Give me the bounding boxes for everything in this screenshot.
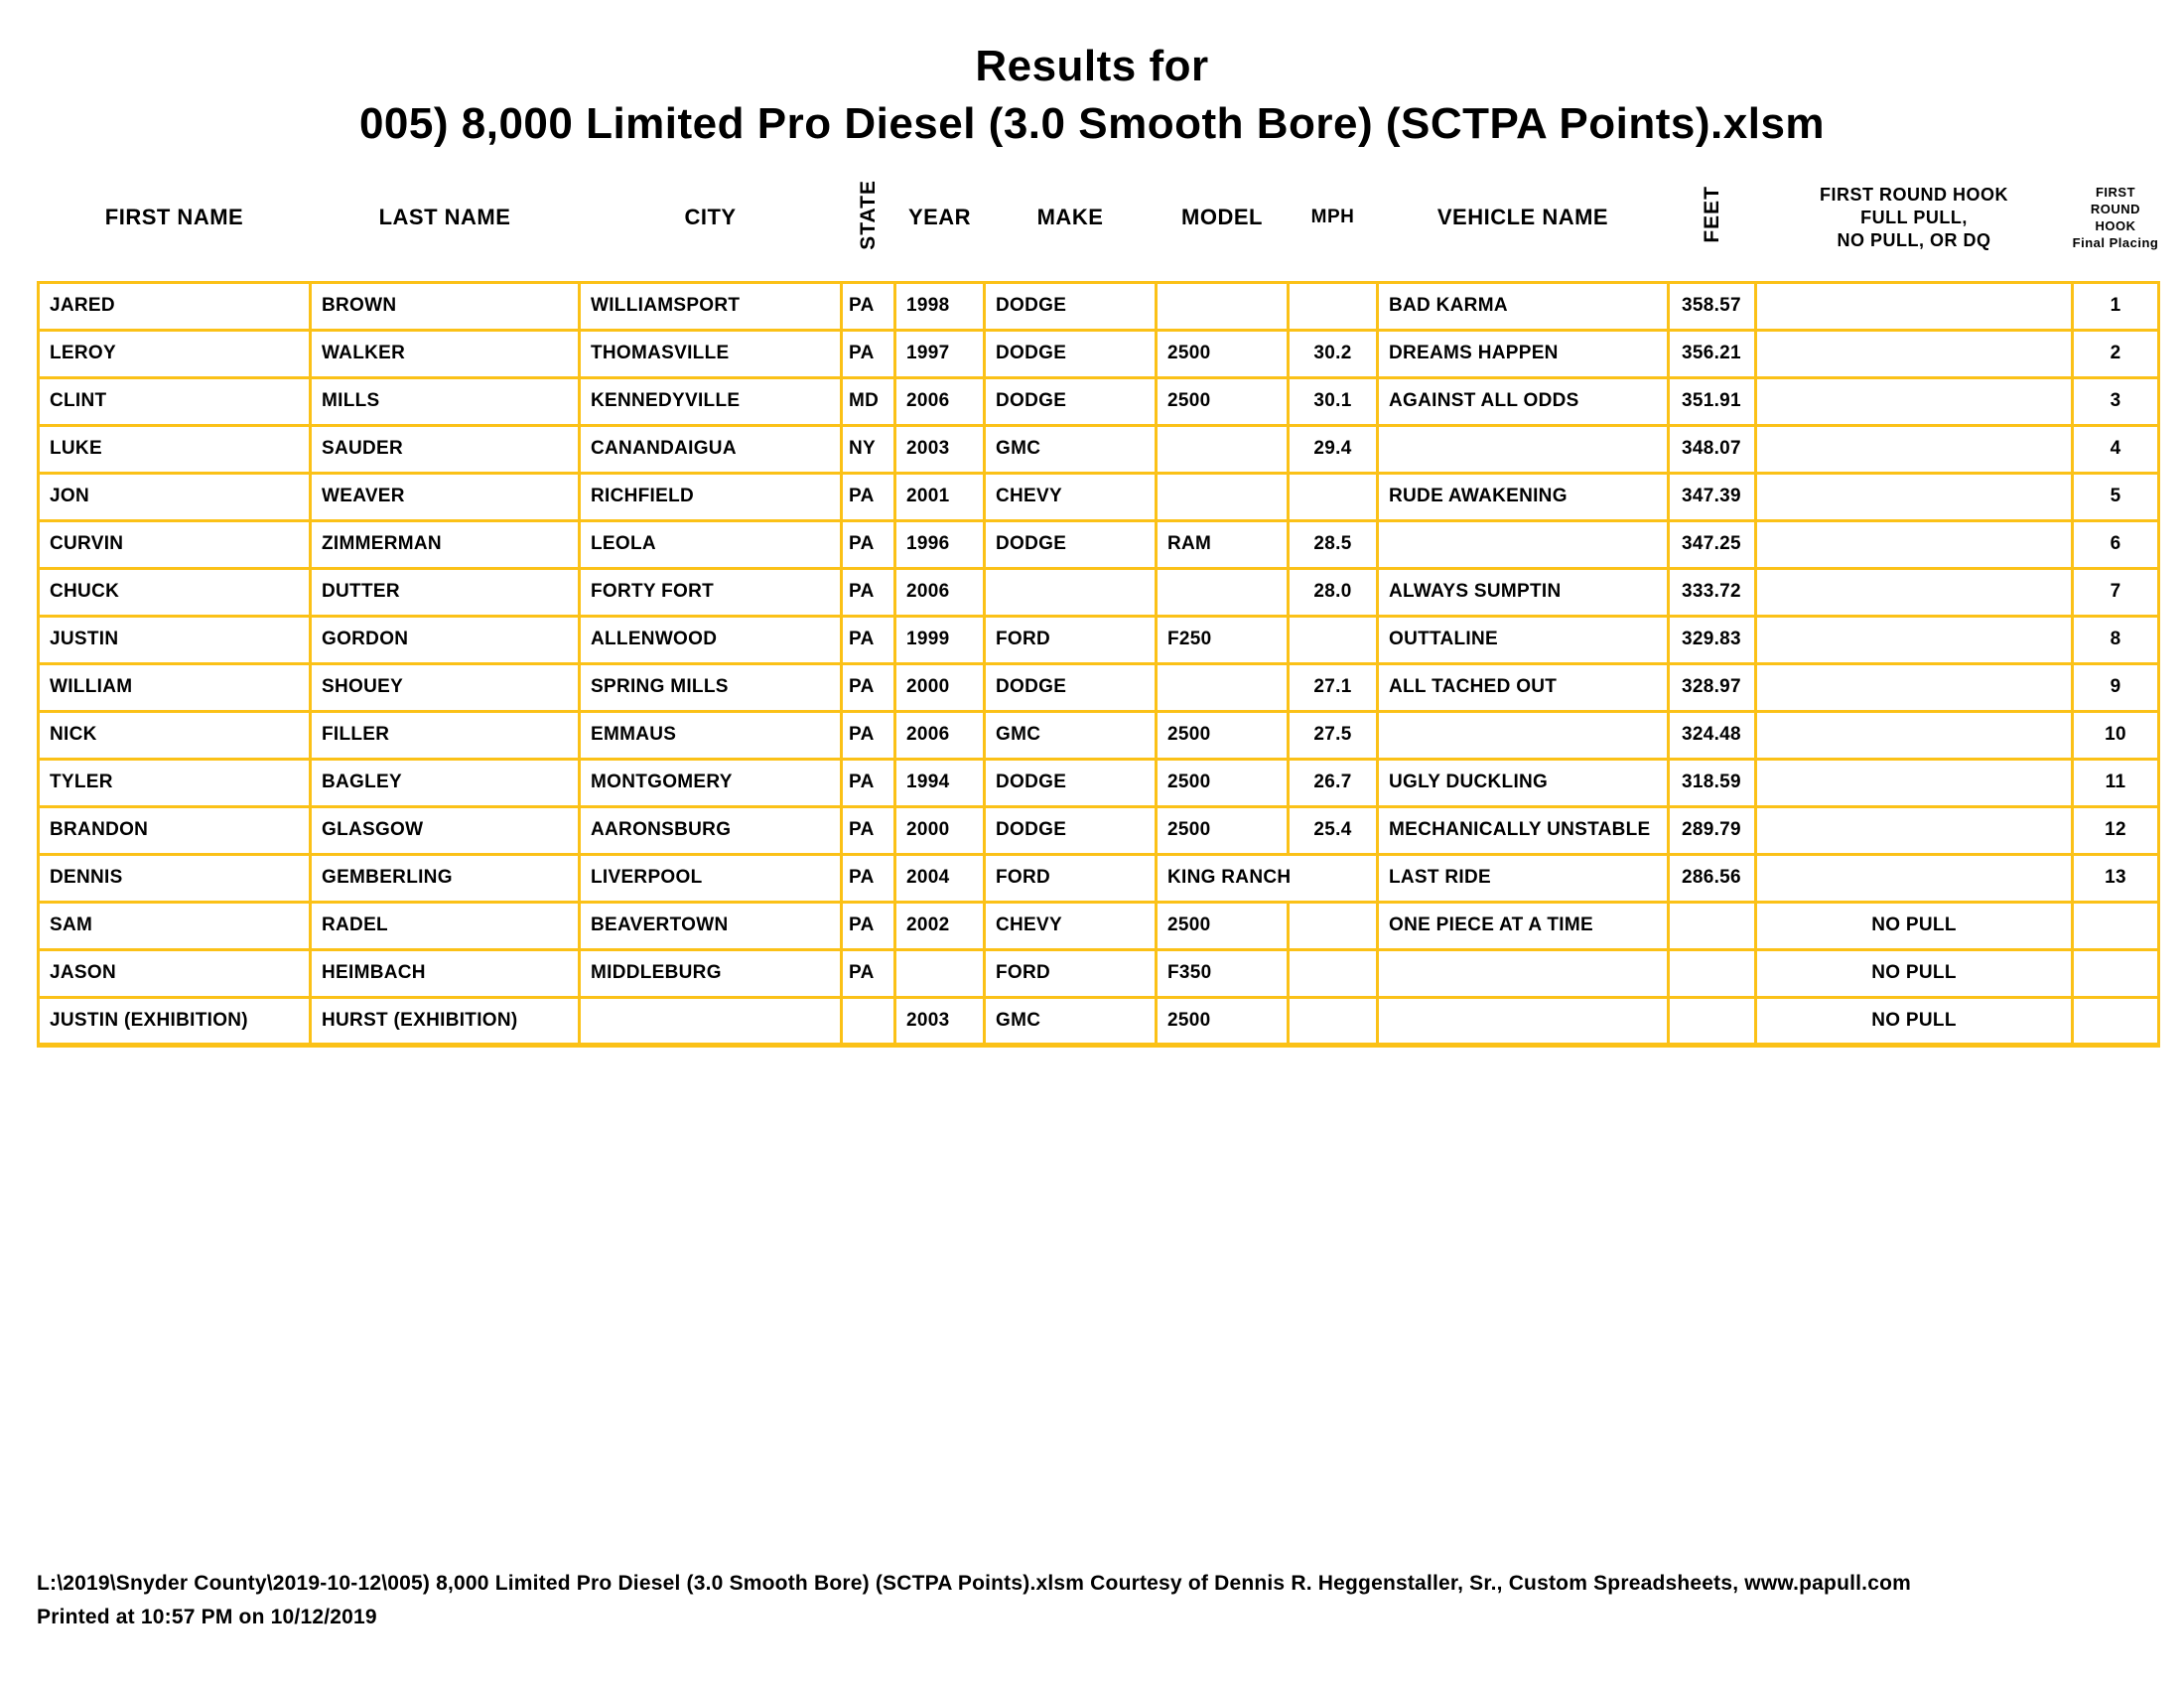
header-city: CITY <box>684 205 737 230</box>
cell-feet: 348.07 <box>1669 425 1756 473</box>
cell-vehicle-name <box>1378 520 1669 568</box>
cell-state <box>842 997 895 1045</box>
cell-city: SPRING MILLS <box>580 663 842 711</box>
cell-feet: 351.91 <box>1669 377 1756 425</box>
cell-city: KENNEDYVILLE <box>580 377 842 425</box>
cell-hook <box>1756 330 2073 377</box>
cell-last-name: GORDON <box>311 616 580 663</box>
cell-feet <box>1669 949 1756 997</box>
cell-last-name: ZIMMERMAN <box>311 520 580 568</box>
cell-year: 2000 <box>895 663 985 711</box>
cell-model: 2500 <box>1157 330 1289 377</box>
cell-last-name: SHOUEY <box>311 663 580 711</box>
cell-feet: 347.25 <box>1669 520 1756 568</box>
cell-year: 1994 <box>895 759 985 806</box>
cell-feet: 318.59 <box>1669 759 1756 806</box>
table-row <box>39 759 2159 806</box>
cell-mph: 27.1 <box>1289 663 1378 711</box>
cell-placing: 12 <box>2073 806 2159 854</box>
cell-model: 2500 <box>1157 759 1289 806</box>
cell-last-name: GEMBERLING <box>311 854 580 902</box>
cell-feet: 358.57 <box>1669 282 1756 330</box>
cell-state: PA <box>842 473 895 520</box>
cell-model <box>1157 425 1289 473</box>
cell-last-name: WALKER <box>311 330 580 377</box>
cell-model <box>1157 282 1289 330</box>
hook-header-line2: FULL PULL, <box>1860 207 1968 227</box>
cell-hook <box>1756 616 2073 663</box>
placing-header-line3: Final Placing <box>2072 235 2159 251</box>
table-row <box>39 616 2159 663</box>
cell-feet: 329.83 <box>1669 616 1756 663</box>
cell-model: 2500 <box>1157 377 1289 425</box>
cell-year: 2006 <box>895 711 985 759</box>
cell-make: CHEVY <box>985 902 1157 949</box>
cell-model: KING RANCH <box>1157 854 1378 902</box>
cell-feet: 324.48 <box>1669 711 1756 759</box>
title-line1: Results for <box>975 42 1209 90</box>
cell-make: DODGE <box>985 330 1157 377</box>
cell-mph <box>1289 949 1378 997</box>
cell-first-name: SAM <box>39 902 311 949</box>
table-row <box>39 806 2159 854</box>
cell-hook: NO PULL <box>1756 902 2073 949</box>
cell-hook <box>1756 520 2073 568</box>
cell-make: FORD <box>985 616 1157 663</box>
cell-last-name: FILLER <box>311 711 580 759</box>
cell-mph: 25.4 <box>1289 806 1378 854</box>
cell-first-name: JARED <box>39 282 311 330</box>
title-line2: 005) 8,000 Limited Pro Diesel (3.0 Smooth Bore) (SCTPA Points).xlsm <box>358 99 1826 148</box>
cell-placing: 11 <box>2073 759 2159 806</box>
cell-placing: 3 <box>2073 377 2159 425</box>
cell-make: CHEVY <box>985 473 1157 520</box>
footer-path-line: L:\2019\Snyder County\2019-10-12\005) 8,000 Limited Pro Diesel (3.0 Smooth Bore) (SCTPA Points).xlsm Courtesy of Dennis R. Heggenstaller, Sr., Custom Spreadsheets, www.papull.com <box>37 1572 1911 1595</box>
cell-hook <box>1756 282 2073 330</box>
cell-year: 2003 <box>895 425 985 473</box>
header-final-placing-lines <box>2073 184 2159 251</box>
header-feet-rotated-label: FEET <box>1701 186 1723 244</box>
results-table-body <box>39 282 2159 1045</box>
header-feet <box>1669 155 1756 282</box>
cell-placing: 13 <box>2073 854 2159 902</box>
cell-make <box>985 568 1157 616</box>
hook-header-line3: NO PULL, OR DQ <box>1837 229 1991 250</box>
cell-mph: 27.5 <box>1289 711 1378 759</box>
cell-state: PA <box>842 854 895 902</box>
cell-city: LIVERPOOL <box>580 854 842 902</box>
cell-make: FORD <box>985 854 1157 902</box>
cell-mph <box>1289 473 1378 520</box>
cell-mph <box>1289 902 1378 949</box>
cell-first-name: DENNIS <box>39 854 311 902</box>
cell-year: 2000 <box>895 806 985 854</box>
page-title <box>0 0 2184 149</box>
table-row <box>39 473 2159 520</box>
cell-city: MIDDLEBURG <box>580 949 842 997</box>
cell-city: ALLENWOOD <box>580 616 842 663</box>
cell-city: EMMAUS <box>580 711 842 759</box>
cell-city: CANANDAIGUA <box>580 425 842 473</box>
cell-state: PA <box>842 902 895 949</box>
cell-placing: 6 <box>2073 520 2159 568</box>
table-row <box>39 377 2159 425</box>
cell-last-name: GLASGOW <box>311 806 580 854</box>
table-row <box>39 568 2159 616</box>
results-table <box>37 155 2160 1048</box>
cell-vehicle-name <box>1378 425 1669 473</box>
cell-city: LEOLA <box>580 520 842 568</box>
placing-header-line1: FIRST ROUND <box>2090 185 2141 217</box>
cell-model: 2500 <box>1157 711 1289 759</box>
cell-model: F250 <box>1157 616 1289 663</box>
table-row <box>39 902 2159 949</box>
cell-first-name: LEROY <box>39 330 311 377</box>
cell-placing: 5 <box>2073 473 2159 520</box>
cell-placing: 4 <box>2073 425 2159 473</box>
cell-hook <box>1756 425 2073 473</box>
cell-city: MONTGOMERY <box>580 759 842 806</box>
table-row <box>39 663 2159 711</box>
cell-city: RICHFIELD <box>580 473 842 520</box>
cell-mph: 26.7 <box>1289 759 1378 806</box>
table-row <box>39 997 2159 1045</box>
cell-first-name: BRANDON <box>39 806 311 854</box>
cell-first-name: TYLER <box>39 759 311 806</box>
cell-hook <box>1756 568 2073 616</box>
table-row <box>39 425 2159 473</box>
cell-feet: 289.79 <box>1669 806 1756 854</box>
cell-mph <box>1289 282 1378 330</box>
cell-vehicle-name: ONE PIECE AT A TIME <box>1378 902 1669 949</box>
cell-placing: 7 <box>2073 568 2159 616</box>
cell-vehicle-name: LAST RIDE <box>1378 854 1669 902</box>
cell-placing <box>2073 997 2159 1045</box>
cell-placing: 2 <box>2073 330 2159 377</box>
cell-year <box>895 949 985 997</box>
header-row <box>39 155 2159 282</box>
cell-hook <box>1756 711 2073 759</box>
page-footer <box>37 1567 1911 1634</box>
cell-vehicle-name: AGAINST ALL ODDS <box>1378 377 1669 425</box>
cell-model: 2500 <box>1157 997 1289 1045</box>
cell-feet <box>1669 902 1756 949</box>
cell-year: 2006 <box>895 568 985 616</box>
cell-year: 1999 <box>895 616 985 663</box>
cell-feet: 356.21 <box>1669 330 1756 377</box>
cell-hook: NO PULL <box>1756 949 2073 997</box>
table-row <box>39 854 2159 902</box>
header-mph: MPH <box>1310 207 1355 228</box>
header-last-name: LAST NAME <box>378 205 511 230</box>
cell-vehicle-name: BAD KARMA <box>1378 282 1669 330</box>
cell-vehicle-name <box>1378 949 1669 997</box>
cell-make: DODGE <box>985 377 1157 425</box>
cell-mph <box>1289 616 1378 663</box>
cell-mph: 28.5 <box>1289 520 1378 568</box>
cell-vehicle-name <box>1378 997 1669 1045</box>
cell-state: PA <box>842 806 895 854</box>
cell-model <box>1157 473 1289 520</box>
cell-placing: 8 <box>2073 616 2159 663</box>
cell-last-name: DUTTER <box>311 568 580 616</box>
cell-vehicle-name: UGLY DUCKLING <box>1378 759 1669 806</box>
header-year: YEAR <box>907 205 972 230</box>
table-row <box>39 949 2159 997</box>
cell-model: RAM <box>1157 520 1289 568</box>
cell-last-name: HURST (EXHIBITION) <box>311 997 580 1045</box>
footer-printed-line: Printed at 10:57 PM on 10/12/2019 <box>37 1606 377 1628</box>
cell-state: NY <box>842 425 895 473</box>
cell-mph: 29.4 <box>1289 425 1378 473</box>
cell-first-name: CLINT <box>39 377 311 425</box>
cell-city: WILLIAMSPORT <box>580 282 842 330</box>
header-state <box>842 155 895 282</box>
cell-mph: 28.0 <box>1289 568 1378 616</box>
header-model: MODEL <box>1181 205 1263 230</box>
cell-mph: 30.2 <box>1289 330 1378 377</box>
cell-hook <box>1756 759 2073 806</box>
cell-make: DODGE <box>985 520 1157 568</box>
cell-placing: 10 <box>2073 711 2159 759</box>
header-vehicle-name: VEHICLE NAME <box>1436 205 1609 230</box>
cell-year: 2006 <box>895 377 985 425</box>
cell-hook <box>1756 663 2073 711</box>
cell-model: 2500 <box>1157 806 1289 854</box>
cell-year: 1996 <box>895 520 985 568</box>
cell-year: 2002 <box>895 902 985 949</box>
cell-first-name: JASON <box>39 949 311 997</box>
cell-first-name: JUSTIN (EXHIBITION) <box>39 997 311 1045</box>
cell-state: PA <box>842 759 895 806</box>
cell-first-name: WILLIAM <box>39 663 311 711</box>
table-row <box>39 520 2159 568</box>
cell-placing: 1 <box>2073 282 2159 330</box>
cell-make: GMC <box>985 425 1157 473</box>
cell-vehicle-name: ALL TACHED OUT <box>1378 663 1669 711</box>
cell-make: DODGE <box>985 806 1157 854</box>
header-state-rotated-label: STATE <box>857 179 880 250</box>
header-first-name: FIRST NAME <box>104 205 244 230</box>
cell-city <box>580 997 842 1045</box>
hook-header-line1: FIRST ROUND HOOK <box>1820 184 2008 205</box>
cell-feet: 328.97 <box>1669 663 1756 711</box>
cell-state: PA <box>842 663 895 711</box>
cell-hook <box>1756 377 2073 425</box>
cell-state: PA <box>842 330 895 377</box>
cell-mph: 30.1 <box>1289 377 1378 425</box>
cell-vehicle-name: DREAMS HAPPEN <box>1378 330 1669 377</box>
cell-year: 2001 <box>895 473 985 520</box>
cell-hook: NO PULL <box>1756 997 2073 1045</box>
cell-model <box>1157 663 1289 711</box>
header-first-round-hook-lines <box>1756 184 2073 252</box>
placing-header-line2: HOOK <box>2095 218 2136 234</box>
cell-state: MD <box>842 377 895 425</box>
cell-last-name: WEAVER <box>311 473 580 520</box>
cell-feet: 286.56 <box>1669 854 1756 902</box>
cell-vehicle-name: ALWAYS SUMPTIN <box>1378 568 1669 616</box>
cell-last-name: BAGLEY <box>311 759 580 806</box>
cell-placing <box>2073 902 2159 949</box>
cell-last-name: BROWN <box>311 282 580 330</box>
cell-make: DODGE <box>985 759 1157 806</box>
cell-vehicle-name: OUTTALINE <box>1378 616 1669 663</box>
cell-state: PA <box>842 616 895 663</box>
cell-mph <box>1289 997 1378 1045</box>
table-row <box>39 711 2159 759</box>
cell-placing: 9 <box>2073 663 2159 711</box>
cell-state: PA <box>842 949 895 997</box>
cell-city: FORTY FORT <box>580 568 842 616</box>
cell-hook <box>1756 806 2073 854</box>
cell-last-name: SAUDER <box>311 425 580 473</box>
cell-first-name: CHUCK <box>39 568 311 616</box>
header-first-round-hook <box>1756 155 2073 282</box>
cell-feet <box>1669 997 1756 1045</box>
cell-hook <box>1756 854 2073 902</box>
cell-year: 2003 <box>895 997 985 1045</box>
cell-vehicle-name <box>1378 711 1669 759</box>
table-row <box>39 330 2159 377</box>
cell-first-name: JON <box>39 473 311 520</box>
cell-make: DODGE <box>985 663 1157 711</box>
cell-feet: 333.72 <box>1669 568 1756 616</box>
cell-last-name: HEIMBACH <box>311 949 580 997</box>
cell-city: THOMASVILLE <box>580 330 842 377</box>
cell-vehicle-name: MECHANICALLY UNSTABLE <box>1378 806 1669 854</box>
cell-last-name: RADEL <box>311 902 580 949</box>
cell-year: 1998 <box>895 282 985 330</box>
cell-city: BEAVERTOWN <box>580 902 842 949</box>
cell-hook <box>1756 473 2073 520</box>
cell-make: DODGE <box>985 282 1157 330</box>
cell-year: 2004 <box>895 854 985 902</box>
table-row <box>39 282 2159 330</box>
cell-make: FORD <box>985 949 1157 997</box>
cell-make: GMC <box>985 997 1157 1045</box>
cell-last-name: MILLS <box>311 377 580 425</box>
cell-first-name: NICK <box>39 711 311 759</box>
cell-model <box>1157 568 1289 616</box>
header-final-placing <box>2073 155 2159 282</box>
header-make: MAKE <box>1036 205 1104 230</box>
cell-model: F350 <box>1157 949 1289 997</box>
cell-first-name: LUKE <box>39 425 311 473</box>
cell-state: PA <box>842 282 895 330</box>
cell-feet: 347.39 <box>1669 473 1756 520</box>
cell-first-name: JUSTIN <box>39 616 311 663</box>
cell-placing <box>2073 949 2159 997</box>
cell-make: GMC <box>985 711 1157 759</box>
cell-vehicle-name: RUDE AWAKENING <box>1378 473 1669 520</box>
cell-model: 2500 <box>1157 902 1289 949</box>
cell-city: AARONSBURG <box>580 806 842 854</box>
cell-state: PA <box>842 520 895 568</box>
cell-year: 1997 <box>895 330 985 377</box>
cell-state: PA <box>842 711 895 759</box>
cell-first-name: CURVIN <box>39 520 311 568</box>
cell-state: PA <box>842 568 895 616</box>
